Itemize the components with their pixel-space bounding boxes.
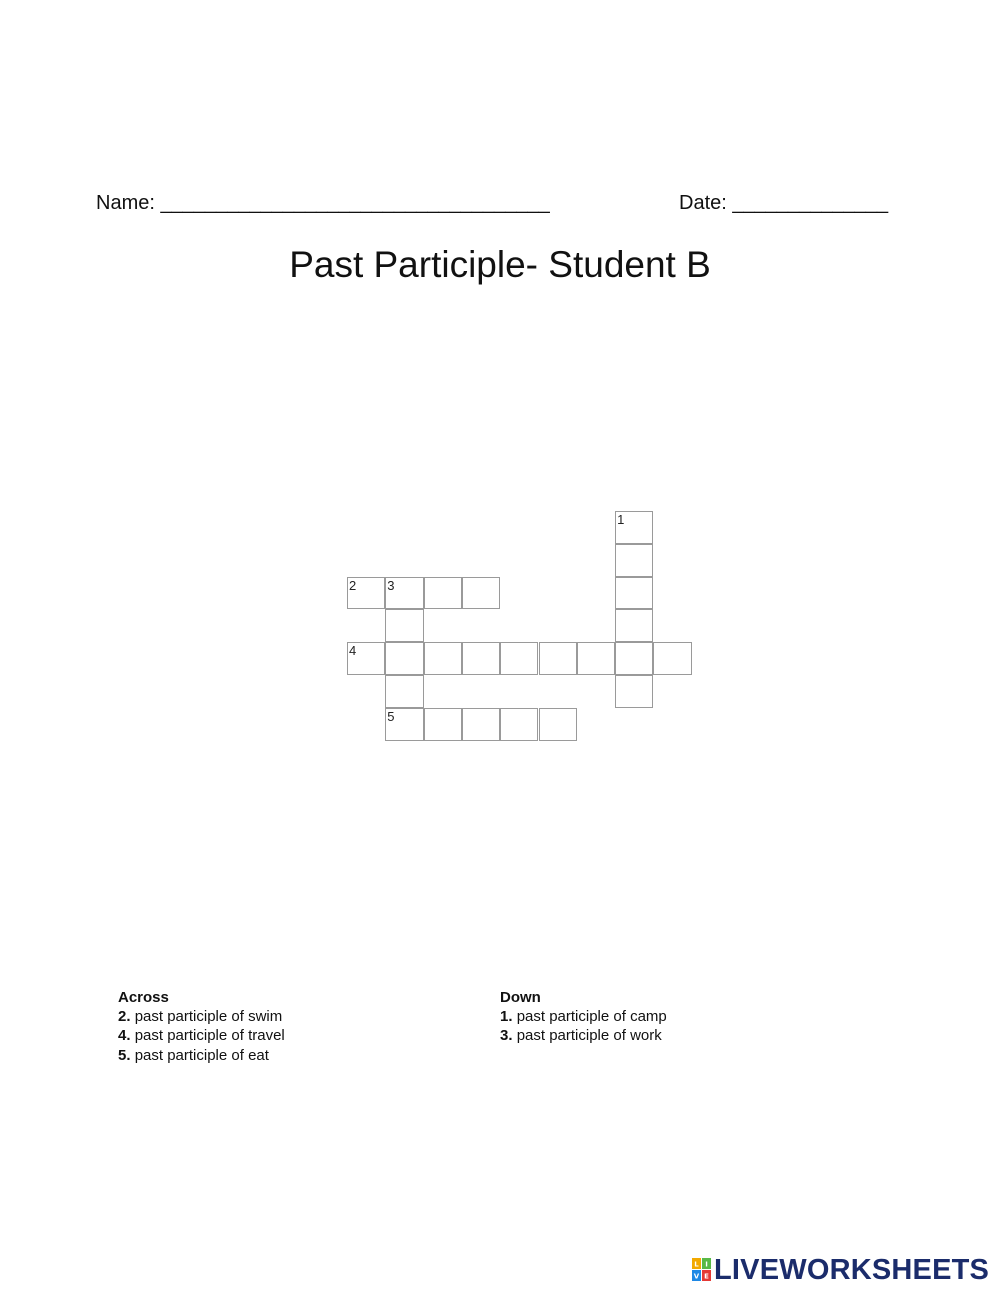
page-title: Past Participle- Student B	[289, 244, 711, 285]
down-heading: Down	[500, 989, 541, 1006]
clue-down-1	[500, 1007, 667, 1026]
svg-text:E: E	[704, 1272, 709, 1281]
crossword-cell[interactable]	[462, 577, 500, 610]
crossword-cell[interactable]	[385, 577, 423, 610]
date-field[interactable]: Date: ______________	[679, 192, 889, 214]
crossword-cell[interactable]	[500, 708, 538, 741]
crossword-cell[interactable]	[462, 642, 500, 675]
crossword-cell[interactable]	[424, 708, 462, 741]
clue-number-label: 3	[387, 577, 395, 593]
clue-number: 3.	[500, 1027, 513, 1045]
clue-number-label: 5	[387, 708, 395, 724]
name-field[interactable]: Name: ___________________________________	[96, 192, 550, 214]
clue-number: 1.	[500, 1008, 513, 1026]
clue-text: past participle of camp	[516, 1008, 667, 1026]
clues-across	[118, 988, 285, 1065]
crossword-cell[interactable]	[615, 609, 653, 642]
svg-text:V: V	[693, 1272, 700, 1281]
clue-text: past participle of eat	[134, 1046, 269, 1064]
clue-text: past participle of work	[516, 1027, 662, 1045]
clue-text: past participle of swim	[134, 1008, 283, 1026]
crossword-cell[interactable]	[500, 642, 538, 675]
crossword-cell[interactable]	[615, 675, 653, 708]
clues-down	[500, 988, 667, 1046]
clue-number-label: 4	[349, 643, 357, 659]
clue-across-2	[118, 1007, 285, 1026]
crossword-cell[interactable]	[462, 708, 500, 741]
crossword-cell[interactable]	[653, 642, 691, 675]
crossword-cell[interactable]	[385, 642, 423, 675]
crossword-cell[interactable]	[615, 577, 653, 610]
crossword-cell[interactable]	[385, 675, 423, 708]
liveworksheets-mark-icon	[692, 1258, 712, 1282]
clue-across-5	[118, 1046, 285, 1065]
clue-number: 2.	[118, 1008, 131, 1026]
clue-across-4	[118, 1026, 285, 1045]
across-heading: Across	[118, 989, 169, 1006]
crossword-cell[interactable]	[385, 708, 423, 741]
crossword-cell[interactable]	[347, 642, 385, 675]
clue-text: past participle of travel	[134, 1027, 285, 1045]
clue-down-3	[500, 1026, 667, 1045]
crossword-cell[interactable]	[347, 577, 385, 610]
svg-text:L: L	[694, 1260, 699, 1269]
crossword-cell[interactable]	[615, 642, 653, 675]
clue-number: 4.	[118, 1027, 131, 1045]
svg-text:I: I	[705, 1260, 708, 1269]
crossword-cell[interactable]	[539, 708, 577, 741]
clue-number: 5.	[118, 1046, 131, 1064]
crossword-cell[interactable]	[424, 577, 462, 610]
clue-number-label: 2	[349, 577, 357, 593]
crossword-cell[interactable]	[577, 642, 615, 675]
crossword-cell[interactable]	[424, 642, 462, 675]
crossword-cell[interactable]	[539, 642, 577, 675]
crossword-cell[interactable]	[615, 544, 653, 577]
crossword-cell[interactable]	[385, 609, 423, 642]
crossword-cell[interactable]	[615, 511, 653, 544]
liveworksheets-logo[interactable]	[692, 1254, 989, 1286]
logo-text: LIVEWORKSHEETS	[714, 1253, 990, 1286]
clue-number-label: 1	[617, 512, 625, 527]
